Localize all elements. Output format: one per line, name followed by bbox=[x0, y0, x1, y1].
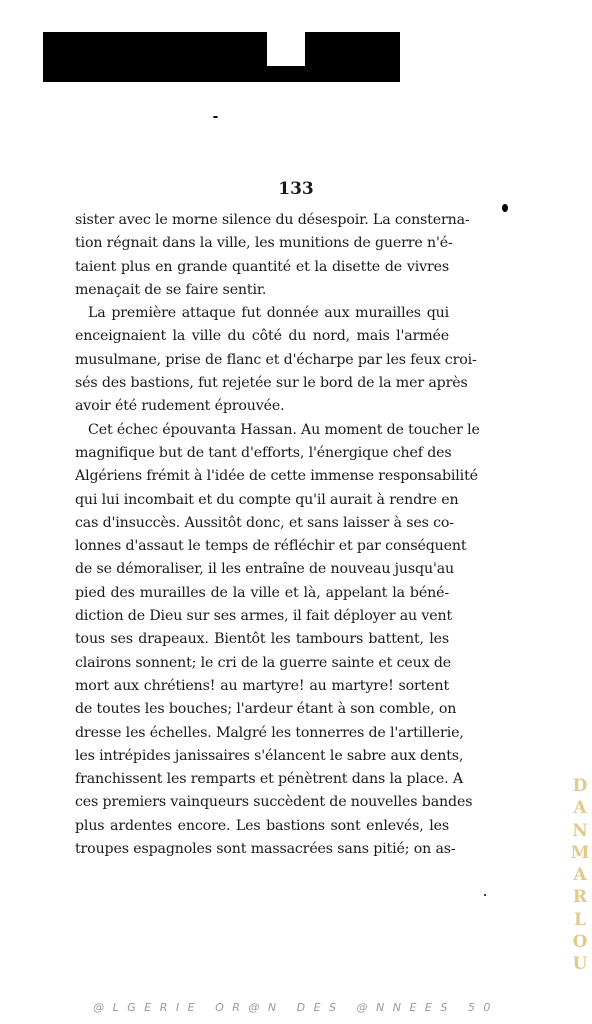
text-line: avoir été rudement éprouvée. bbox=[75, 398, 285, 415]
text-line: musulmane, prise de flanc et d'écharpe par les feux croi- bbox=[75, 351, 477, 368]
footer-watermark: @LGERIE OR@N DES @NNEES 50 bbox=[93, 1001, 499, 1014]
watermark-letter: O bbox=[572, 932, 588, 953]
text-line: mort aux chrétiens! au martyre! au martyre! sortent bbox=[75, 677, 449, 694]
text-line: Cet échec épouvanta Hassan. Au moment de toucher le bbox=[88, 421, 480, 438]
watermark-letter: N bbox=[572, 820, 588, 841]
watermark-letter: M bbox=[570, 842, 590, 863]
text-line: troupes espagnoles sont massacrées sans pitié; on as- bbox=[75, 841, 456, 858]
text-line: sés des bastions, fut rejetée sur le bord de la mer après bbox=[75, 375, 468, 392]
scan-notch bbox=[267, 32, 305, 66]
text-line: qui lui incombait et du compte qu'il aurait à rendre en bbox=[75, 491, 459, 508]
text-line: La première attaque fut donnée aux murailles qui bbox=[88, 305, 449, 322]
watermark-letter: R bbox=[572, 887, 588, 908]
text-line: taient plus en grande quantité et la disette de vivres bbox=[75, 258, 449, 275]
page-number: 133 bbox=[278, 179, 314, 199]
text-line: franchissent les remparts et pénètrent dans la place. A bbox=[75, 771, 463, 788]
scan-speck bbox=[213, 116, 218, 118]
text-line: clairons sonnent; le cri de la guerre sainte et ceux de bbox=[75, 654, 451, 671]
body-text bbox=[75, 209, 480, 861]
text-line: Algériens frémit à l'idée de cette immense responsabilité bbox=[75, 468, 478, 485]
text-line: pied des murailles de la ville et là, appelant la béné- bbox=[75, 584, 449, 601]
text-line: tous ses drapeaux. Bientôt les tambours battent, les bbox=[75, 631, 449, 648]
text-line: diction de Dieu sur ses armes, il fait déployer au vent bbox=[75, 608, 452, 625]
scan-redaction-bar bbox=[43, 32, 400, 82]
watermark-letter: U bbox=[572, 954, 588, 975]
text-line: dresse les échelles. Malgré les tonnerres de l'artillerie, bbox=[75, 724, 464, 741]
text-line: cas d'insuccès. Aussitôt donc, et sans laisser à ses co- bbox=[75, 514, 454, 531]
text-line: enceignaient la ville du côté du nord, mais l'armée bbox=[75, 328, 449, 345]
text-line: magnifique but de tant d'efforts, l'énergique chef des bbox=[75, 444, 452, 461]
text-line: les intrépides janissaires s'élancent le sabre aux dents, bbox=[75, 747, 464, 764]
text-line: plus ardentes encore. Les bastions sont enlevés, les bbox=[75, 817, 449, 834]
scan-speck bbox=[502, 204, 508, 212]
watermark-letter: L bbox=[574, 909, 586, 930]
watermark-letter: A bbox=[573, 865, 587, 886]
text-line: sister avec le morne silence du désespoir. La consterna- bbox=[75, 212, 470, 228]
text-line: de toutes les bouches; l'ardeur étant à son comble, on bbox=[75, 701, 457, 718]
text-line: lonnes d'assaut le temps de réfléchir et par conséquent bbox=[75, 538, 467, 555]
text-line: menaçait de se faire sentir. bbox=[75, 281, 267, 298]
text-line: ces premiers vainqueurs succèdent de nouvelles bandes bbox=[75, 794, 473, 811]
watermark-letter: A bbox=[573, 798, 587, 819]
side-watermark bbox=[568, 775, 592, 976]
watermark-letter: D bbox=[572, 776, 588, 796]
text-line: tion régnait dans la ville, les munitions de guerre n'é- bbox=[75, 235, 453, 252]
scan-speck bbox=[484, 894, 486, 896]
text-line: de se démoraliser, il les entraîne de nouveau jusqu'au bbox=[75, 561, 455, 578]
